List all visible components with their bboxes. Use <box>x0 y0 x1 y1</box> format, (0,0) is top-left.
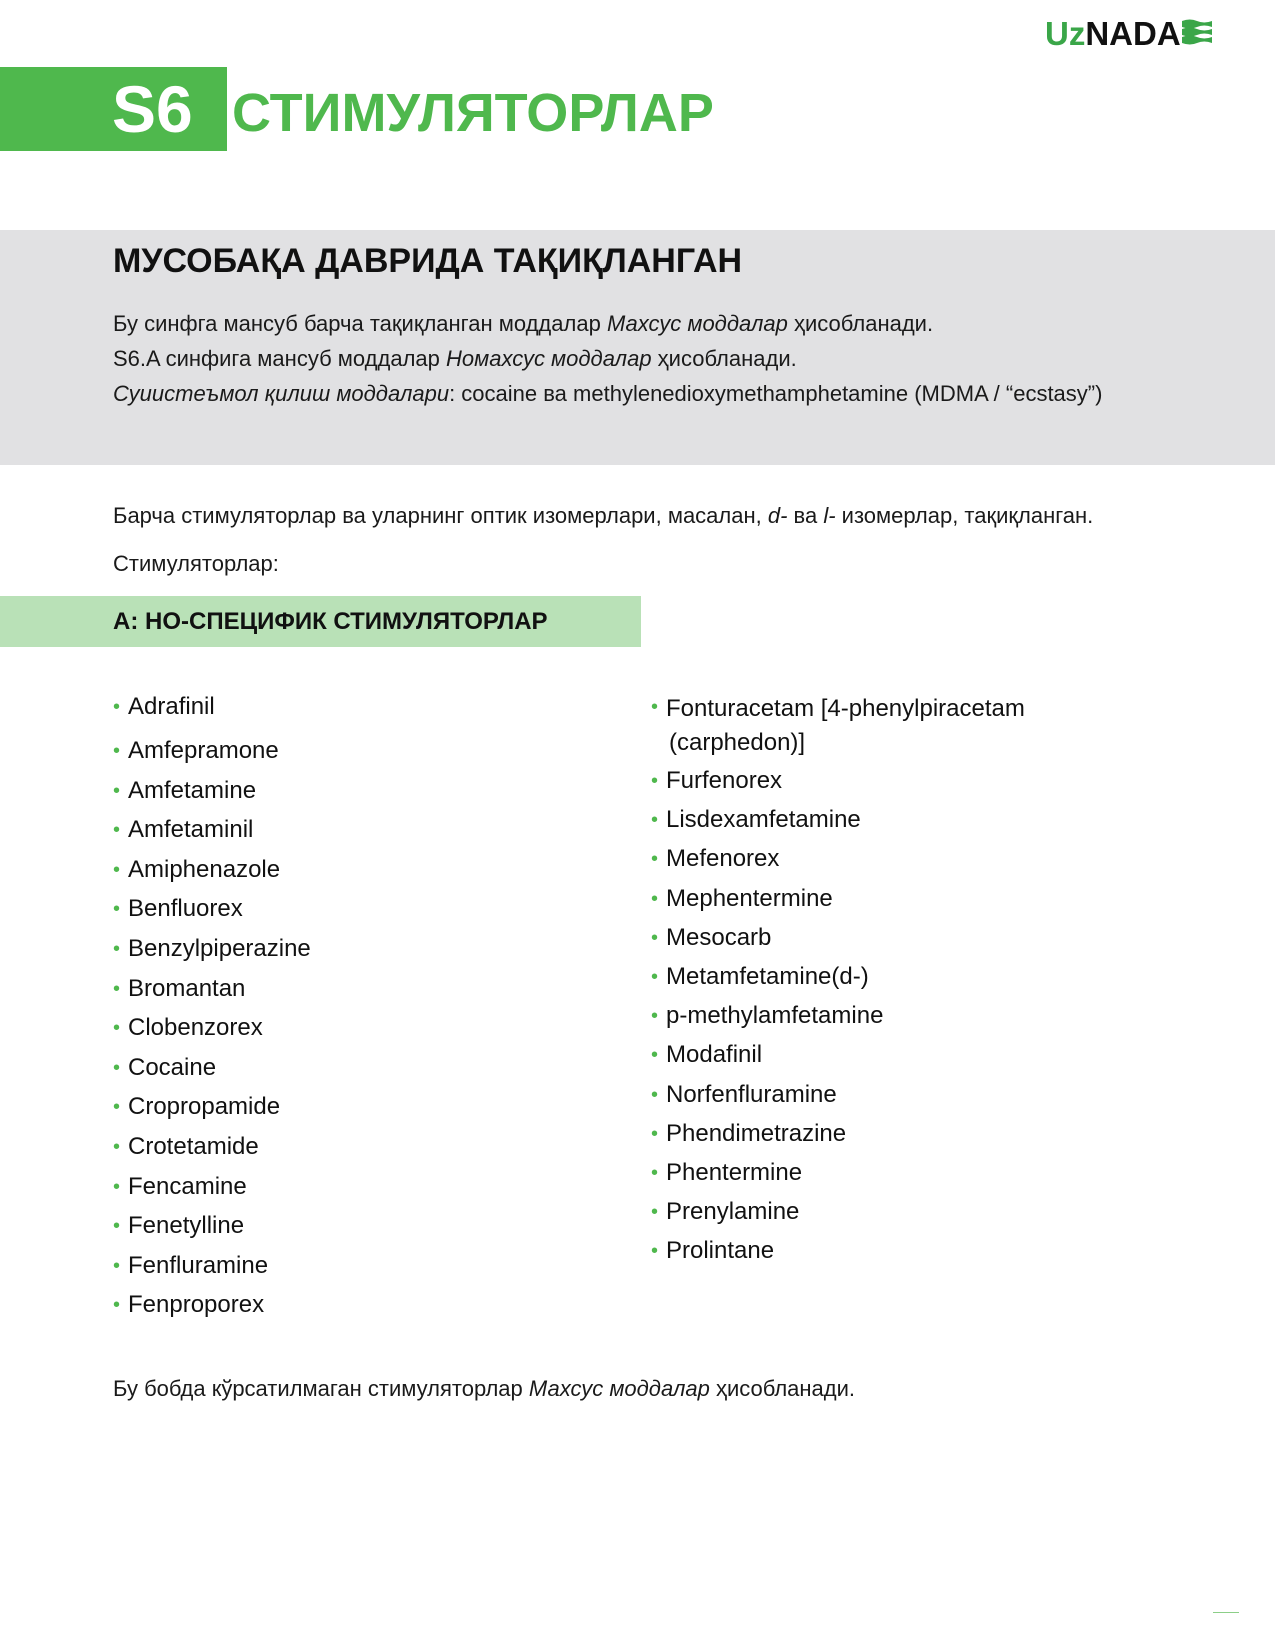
list-item <box>113 1132 311 1172</box>
bullet-icon: • <box>113 1096 121 1119</box>
substance-name: Mephentermine <box>666 884 833 912</box>
bullet-icon: • <box>651 848 659 871</box>
flag-icon <box>1182 19 1212 45</box>
substance-name: Mesocarb <box>666 923 772 951</box>
list-item <box>113 1092 311 1132</box>
substance-name: Benfluorex <box>128 895 243 923</box>
list-item <box>113 1172 311 1212</box>
bullet-icon: • <box>651 1005 659 1028</box>
list-item <box>113 1211 311 1251</box>
substance-name: Amfetamine <box>128 776 257 804</box>
bullet-icon: • <box>651 926 659 949</box>
bullet-icon: • <box>113 977 121 1000</box>
list-item <box>113 1251 311 1291</box>
list-item <box>113 894 311 934</box>
substance-list-right <box>651 692 1091 1275</box>
page-marker-line <box>1213 1612 1239 1613</box>
list-item <box>651 1197 1091 1236</box>
bullet-icon: • <box>113 1215 121 1238</box>
list-item <box>651 844 1091 883</box>
bullet-icon: • <box>651 965 659 988</box>
list-item <box>651 805 1091 844</box>
list-item <box>651 1080 1091 1119</box>
substance-name: Benzylpiperazine <box>128 934 311 962</box>
list-item <box>113 776 311 816</box>
substance-name: Metamfetamine(d-) <box>666 962 869 990</box>
substance-name: Amfepramone <box>128 737 279 764</box>
intro-line-3: Суиистеъмол қилиш моддалари: cocaine ва methylenedioxymethamphetamine (MDMA / “ecstasy”) <box>113 381 1103 406</box>
section-code: S6 <box>112 72 193 146</box>
substance-name: Prolintane <box>666 1237 775 1265</box>
list-item <box>651 884 1091 923</box>
bullet-icon: • <box>113 858 121 881</box>
list-item <box>651 962 1091 1001</box>
bullet-icon: • <box>651 1161 659 1184</box>
list-item <box>113 1290 311 1330</box>
intro-text <box>113 306 1173 411</box>
list-item <box>651 1040 1091 1079</box>
list-item <box>113 974 311 1014</box>
list-item <box>651 1001 1091 1040</box>
substance-name: Crotetamide <box>128 1132 259 1160</box>
list-item <box>651 1236 1091 1275</box>
bullet-icon: • <box>113 898 121 921</box>
uznada-logo <box>1045 14 1212 54</box>
substance-name: Phendimetrazine <box>666 1119 847 1147</box>
isomers-paragraph: Барча стимуляторлар ва уларнинг оптик изомерлари, масалан, d- ва l- изомерлар, тақиқланган. <box>113 503 1094 528</box>
subheading: A: НО-СПЕЦИФИК СТИМУЛЯТОРЛАР <box>113 608 548 635</box>
substance-name: Amiphenazole <box>128 855 281 883</box>
substance-name: Clobenzorex <box>128 1014 263 1042</box>
intro-line-2: S6.A синфига мансуб моддалар Номахсус моддалар ҳисобланади. <box>113 346 797 371</box>
list-item <box>113 815 311 855</box>
substance-name: p-methylamfetamine <box>666 1002 884 1030</box>
bullet-icon: • <box>651 1083 659 1106</box>
list-item <box>651 766 1091 805</box>
bullet-icon: • <box>113 819 121 842</box>
substance-name: Cocaine <box>128 1053 217 1081</box>
substance-name: Mefenorex <box>666 845 780 873</box>
substance-name: Fenfluramine <box>128 1251 269 1279</box>
list-item <box>113 1013 311 1053</box>
substance-name: Furfenorex <box>666 767 783 794</box>
bullet-icon: • <box>651 887 659 910</box>
bullet-icon: • <box>651 1044 659 1067</box>
bullet-icon: • <box>113 1056 121 1079</box>
substance-list-left <box>113 692 311 1330</box>
substance-name: Prenylamine <box>666 1198 800 1226</box>
substance-name: Fonturacetam [4-phenylpiracetam (carphedon)] <box>666 695 1025 756</box>
bullet-icon: • <box>651 809 659 832</box>
section-heading: МУСОБАҚА ДАВРИДА ТАҚИҚЛАНГАН <box>113 242 743 280</box>
bullet-icon: • <box>651 1240 659 1263</box>
bullet-icon: • <box>651 1201 659 1224</box>
substance-name: Amfetaminil <box>128 816 254 844</box>
substance-name: Bromantan <box>128 974 246 1002</box>
list-item <box>651 1158 1091 1197</box>
logo-uz: Uz <box>1045 15 1086 52</box>
intro-line-1: Бу синфга мансуб барча тақиқланган моддалар Махсус моддалар ҳисобланади. <box>113 311 934 336</box>
bullet-icon: • <box>113 740 121 762</box>
substance-name: Phentermine <box>666 1158 803 1186</box>
bullet-icon: • <box>113 696 121 718</box>
bullet-icon: • <box>113 779 121 802</box>
list-item <box>651 1119 1091 1158</box>
list-item <box>113 1053 311 1093</box>
bullet-icon: • <box>113 937 121 960</box>
bullet-icon: • <box>651 770 659 792</box>
substance-name: Fenproporex <box>128 1291 265 1319</box>
list-item <box>113 736 311 776</box>
bullet-icon: • <box>113 1294 121 1317</box>
bullet-icon: • <box>651 1122 659 1145</box>
footer-paragraph: Бу бобда кўрсатилмаган стимуляторлар Махсус моддалар ҳисобланади. <box>113 1376 856 1401</box>
list-item <box>113 692 311 736</box>
substance-name: Lisdexamfetamine <box>666 806 861 834</box>
substance-name: Modafinil <box>666 1041 763 1069</box>
stimulants-label: Стимуляторлар: <box>113 551 279 576</box>
list-item <box>651 923 1091 962</box>
substance-name: Adrafinil <box>128 693 215 720</box>
bullet-icon: • <box>113 1017 121 1040</box>
logo-nada: NADA <box>1085 15 1181 52</box>
list-item <box>113 934 311 974</box>
page-title: СТИМУЛЯТОРЛАР <box>232 83 714 143</box>
bullet-icon: • <box>651 696 659 718</box>
substance-name: Cropropamide <box>128 1093 281 1121</box>
list-item <box>113 855 311 895</box>
substance-name: Fenetylline <box>128 1212 245 1240</box>
substance-name: Fencamine <box>128 1172 247 1200</box>
bullet-icon: • <box>113 1254 121 1277</box>
bullet-icon: • <box>113 1135 121 1158</box>
list-item <box>651 692 1091 766</box>
bullet-icon: • <box>113 1175 121 1198</box>
substance-name: Norfenfluramine <box>666 1080 837 1108</box>
